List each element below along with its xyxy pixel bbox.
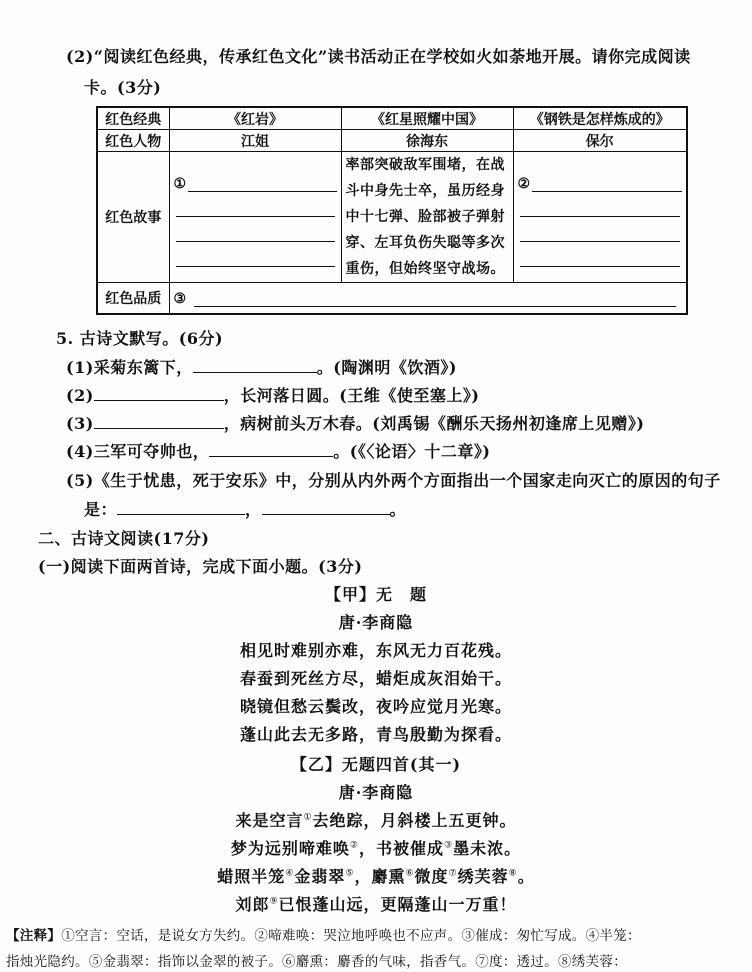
q5-item-3: [66, 411, 644, 434]
q5-item-2-source: ，长河落日圆。(王维《使至塞上》): [223, 386, 480, 405]
note-ref: ⑨: [269, 896, 279, 907]
card-people-row: [97, 130, 687, 152]
answer-blank[interactable]: [117, 500, 245, 515]
card-header-cell: 《红星照耀中国》: [341, 107, 513, 130]
q5-item-5-text: 是：: [84, 500, 118, 519]
q5-item-5-comma: ，: [245, 500, 262, 519]
poem-b-title: 【乙】无题四首(其一): [290, 755, 462, 774]
answer-blank[interactable]: [262, 500, 390, 515]
q5-item-5-line1: (5)《生于忧患，死于安乐》中，分别从内外两个方面指出一个国家走向灭亡的原因的句子: [66, 471, 721, 490]
poem-a-line: 春蚕到死丝方尽，蜡炬成灰泪始干。: [239, 669, 512, 688]
q5-item-1-text: (1)采菊东篱下，: [66, 358, 193, 377]
note-ref: ⑤: [345, 868, 355, 879]
answer-marker: ②: [517, 175, 531, 192]
poem-b-author: 唐·李商隐: [338, 783, 414, 802]
answer-blank[interactable]: [176, 192, 335, 217]
card-header-row: [97, 107, 687, 130]
quality-answer[interactable]: [169, 283, 687, 315]
q5-item-1: [66, 355, 457, 378]
people-label: 红色人物: [97, 130, 169, 152]
story-answer-2[interactable]: [513, 152, 687, 283]
card-header-cell: 《钢铁是怎样炼成的》: [513, 107, 687, 130]
answer-blank[interactable]: [532, 177, 682, 192]
card-quality-row: [97, 283, 687, 315]
note-ref: ⑧: [508, 868, 518, 879]
q5-item-4-source: 。(《〈论语〉十二章》): [333, 442, 491, 461]
poem-a-line: 相见时难别亦难，东风无力百花残。: [239, 641, 512, 660]
q5-item-3-source: ，病树前头万木春。(刘禹锡《酬乐天扬州初逢席上见赠》): [223, 414, 645, 433]
note-ref: ⑥: [405, 868, 415, 879]
note-ref: ②: [349, 840, 359, 851]
answer-blank[interactable]: [520, 242, 681, 267]
poem-a-line: 晓镜但愁云鬓改，夜吟应觉月光寒。: [239, 697, 512, 716]
notes-line1: [6, 924, 641, 944]
notes-text: ①空言：空话，是说女方失约。②啼难唤：哭泣地呼唤也不应声。③催成：匆忙写成。④半笼：: [61, 928, 641, 944]
answer-blank[interactable]: [193, 358, 317, 373]
quality-label: 红色品质: [97, 283, 169, 315]
q5-item-2-text: (2): [66, 386, 94, 405]
answer-marker: ①: [173, 175, 187, 192]
q5-item-4: [66, 439, 490, 462]
answer-blank[interactable]: [176, 242, 335, 267]
poem-b-line: 梦为远别啼难唤②，书被催成③墨未浓。: [230, 839, 522, 858]
q5-title: 5. 古诗文默写。(6分): [56, 329, 224, 348]
section2-title: 二、古诗文阅读(17分): [38, 529, 210, 548]
answer-blank[interactable]: [94, 414, 224, 429]
person-name: 江姐: [169, 130, 341, 152]
q5-item-2: [66, 383, 479, 406]
answer-blank[interactable]: [194, 292, 676, 307]
q5-item-3-text: (3): [66, 414, 94, 433]
note-ref: ①: [303, 812, 313, 823]
person-name: 保尔: [513, 130, 687, 152]
reading-card-table: [96, 106, 688, 315]
poem-b-line: 蜡照半笼④金翡翠⑤，麝熏⑥微度⑦绣芙蓉⑧。: [217, 867, 535, 886]
q5-item-1-source: 。(陶渊明《饮酒》): [316, 358, 457, 377]
story-label: 红色故事: [97, 152, 169, 283]
poem-a-author: 唐·李商隐: [338, 613, 414, 632]
answer-blank[interactable]: [520, 192, 681, 217]
answer-blank[interactable]: [209, 442, 333, 457]
card-story-row: [97, 152, 687, 283]
q4-2-line1: (2)“阅读红色经典，传承红色文化”读书活动正在学校如火如荼地开展。请你完成阅读: [66, 47, 691, 66]
answer-marker: ③: [173, 291, 187, 307]
q5-item-5-line2: [84, 497, 406, 520]
q5-item-5-period: 。: [389, 500, 407, 519]
card-header-cell: 红色经典: [97, 107, 169, 130]
notes-line2: 指烛光隐约。⑤金翡翠：指饰以金翠的被子。⑥麝熏：麝香的气味，指香气。⑦度：透过。⑧绣芙蓉：: [6, 954, 627, 970]
person-name: 徐海东: [341, 130, 513, 152]
poem-b-line: 刘郎⑨已恨蓬山远，更隔蓬山一万重！: [235, 895, 517, 914]
section2-sub: (一)阅读下面两首诗，完成下面小题。(3分): [38, 557, 363, 576]
notes-label: 【注释】: [6, 928, 62, 944]
story-text: 率部突破敌军围堵，在战斗中身先士卒，虽历经身中十七弹、脸部被子弹射穿、左耳负伤失聪等多次重伤，但始终坚守战场。: [341, 152, 513, 283]
note-ref: ③: [444, 840, 454, 851]
card-header-cell: 《红岩》: [169, 107, 341, 130]
q5-item-4-text: (4)三军可夺帅也，: [66, 442, 210, 461]
poem-a-line: 蓬山此去无多路，青鸟殷勤为探看。: [239, 725, 512, 744]
answer-blank[interactable]: [520, 217, 681, 242]
answer-blank[interactable]: [188, 177, 336, 192]
q4-2-line2: 卡。(3分): [84, 78, 162, 97]
answer-blank[interactable]: [176, 217, 335, 242]
note-ref: ⑦: [448, 868, 458, 879]
story-answer-1[interactable]: [169, 152, 341, 283]
answer-blank[interactable]: [94, 386, 224, 401]
poem-b-line: 来是空言①去绝踪，月斜楼上五更钟。: [235, 811, 517, 830]
note-ref: ④: [285, 868, 295, 879]
poem-a-title: 【甲】无 题: [324, 585, 427, 604]
